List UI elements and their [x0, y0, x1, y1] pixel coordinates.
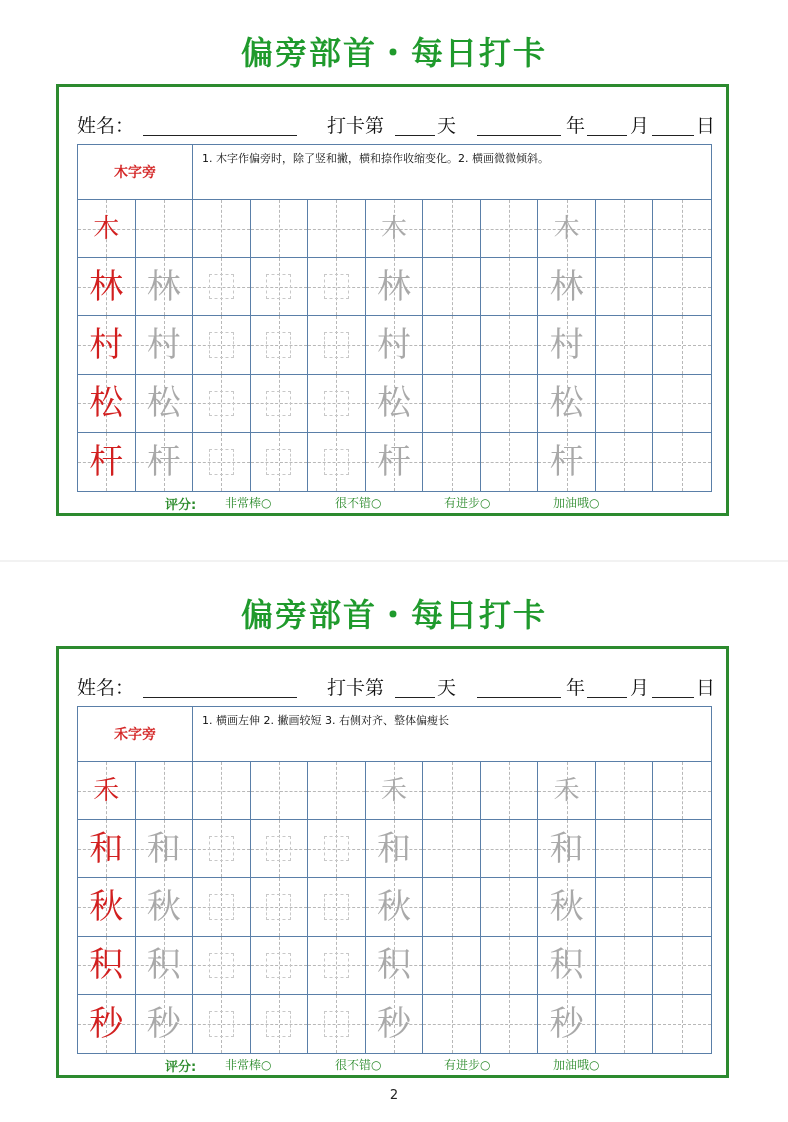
- practice-cell[interactable]: [653, 878, 711, 936]
- practice-cell[interactable]: [78, 316, 136, 374]
- card-frame: [56, 646, 729, 1078]
- practice-cell[interactable]: [193, 375, 251, 433]
- practice-cell[interactable]: [251, 995, 309, 1053]
- practice-cell[interactable]: [136, 762, 194, 820]
- trace-character: 秋: [549, 886, 584, 927]
- practice-cell[interactable]: [481, 200, 539, 258]
- model-character: 秋: [89, 886, 124, 927]
- practice-cell[interactable]: [423, 200, 481, 258]
- date-label: 日: [696, 677, 716, 699]
- practice-cell[interactable]: [366, 937, 424, 995]
- grid-cells: [78, 200, 711, 491]
- practice-cell[interactable]: [538, 375, 596, 433]
- score-option-keep-going[interactable]: 加油哦○: [553, 496, 600, 510]
- practice-cell[interactable]: [136, 375, 194, 433]
- radical-label: 禾字旁: [78, 707, 193, 762]
- practice-cell[interactable]: [596, 820, 654, 878]
- practice-cell[interactable]: [653, 937, 711, 995]
- practice-cell[interactable]: [308, 937, 366, 995]
- card-title: 偏旁部首・每日打卡: [240, 34, 547, 72]
- practice-cell[interactable]: [423, 937, 481, 995]
- day-label: 天: [437, 115, 457, 137]
- practice-cell[interactable]: [308, 200, 366, 258]
- year-blank[interactable]: [477, 697, 561, 698]
- practice-cell[interactable]: [423, 820, 481, 878]
- practice-cell[interactable]: [308, 878, 366, 936]
- practice-cell[interactable]: [366, 433, 424, 491]
- practice-cell[interactable]: [653, 200, 711, 258]
- trace-character: 林: [146, 266, 181, 307]
- trace-character: 林: [376, 266, 411, 307]
- practice-cell[interactable]: [538, 258, 596, 316]
- practice-cell[interactable]: [423, 258, 481, 316]
- practice-cell[interactable]: [308, 995, 366, 1053]
- practice-cell[interactable]: [366, 995, 424, 1053]
- practice-cell[interactable]: [653, 258, 711, 316]
- practice-cell[interactable]: [136, 258, 194, 316]
- practice-cell[interactable]: [78, 200, 136, 258]
- practice-cell[interactable]: [366, 200, 424, 258]
- practice-cell[interactable]: [653, 995, 711, 1053]
- model-character: 禾: [93, 775, 120, 806]
- trace-character: 秋: [146, 886, 181, 927]
- header-row: [77, 111, 717, 139]
- writing-tips: 1. 横画左伸 2. 撇画较短 3. 右侧对齐、整体偏瘦长: [193, 707, 711, 762]
- model-character: 积: [89, 945, 124, 986]
- score-label: 评分:: [165, 498, 197, 513]
- date-label: 日: [696, 115, 716, 137]
- practice-cell[interactable]: [251, 433, 309, 491]
- model-character: 秒: [89, 1003, 124, 1044]
- practice-cell[interactable]: [78, 762, 136, 820]
- practice-cell[interactable]: [78, 820, 136, 878]
- score-option-excellent[interactable]: 非常棒○: [225, 1058, 272, 1072]
- practice-cell[interactable]: [596, 375, 654, 433]
- practice-cell[interactable]: [136, 995, 194, 1053]
- practice-cell[interactable]: [538, 200, 596, 258]
- trace-character: 禾: [553, 775, 580, 806]
- trace-character: 禾: [380, 775, 407, 806]
- practice-cell[interactable]: [251, 878, 309, 936]
- practice-cell[interactable]: [308, 433, 366, 491]
- month-blank[interactable]: [587, 135, 627, 136]
- trace-character: 和: [146, 828, 181, 869]
- trace-character: 村: [146, 324, 181, 365]
- score-row: [59, 1053, 726, 1075]
- practice-cell[interactable]: [78, 375, 136, 433]
- grid-cells: [78, 762, 711, 1053]
- radical-label: 木字旁: [78, 145, 193, 200]
- practice-cell[interactable]: [366, 762, 424, 820]
- practice-cell[interactable]: [596, 762, 654, 820]
- card-frame: [56, 84, 729, 516]
- month-blank[interactable]: [587, 697, 627, 698]
- practice-cell[interactable]: [538, 762, 596, 820]
- trace-character: 和: [549, 828, 584, 869]
- score-option-improved[interactable]: 有进步○: [444, 1058, 491, 1072]
- trace-character: 秒: [549, 1003, 584, 1044]
- practice-cell[interactable]: [136, 820, 194, 878]
- practice-cell[interactable]: [423, 995, 481, 1053]
- trace-character: 秒: [146, 1003, 181, 1044]
- practice-cell[interactable]: [423, 375, 481, 433]
- practice-cell[interactable]: [596, 316, 654, 374]
- practice-cell[interactable]: [193, 200, 251, 258]
- practice-cell[interactable]: [136, 433, 194, 491]
- trace-character: 木: [380, 213, 407, 244]
- checkin-label: 打卡第: [327, 677, 385, 699]
- practice-cell[interactable]: [653, 316, 711, 374]
- practice-cell[interactable]: [366, 258, 424, 316]
- practice-cell[interactable]: [251, 200, 309, 258]
- practice-cell[interactable]: [538, 433, 596, 491]
- trace-character: 松: [376, 383, 411, 424]
- trace-character: 积: [549, 945, 584, 986]
- trace-character: 积: [376, 945, 411, 986]
- practice-cell[interactable]: [481, 375, 539, 433]
- practice-card-2: [0, 562, 788, 1122]
- score-option-good[interactable]: 很不错○: [335, 1058, 382, 1072]
- practice-cell[interactable]: [538, 937, 596, 995]
- practice-cell[interactable]: [596, 200, 654, 258]
- practice-cell[interactable]: [481, 995, 539, 1053]
- practice-cell[interactable]: [481, 433, 539, 491]
- trace-character: 积: [146, 945, 181, 986]
- year-blank[interactable]: [477, 135, 561, 136]
- score-option-excellent[interactable]: 非常棒○: [225, 496, 272, 510]
- model-character: 林: [89, 266, 124, 307]
- practice-cell[interactable]: [366, 316, 424, 374]
- score-label: 评分:: [165, 1060, 197, 1075]
- month-label: 月: [630, 677, 650, 699]
- score-option-improved[interactable]: 有进步○: [444, 496, 491, 510]
- practice-cell[interactable]: [423, 762, 481, 820]
- practice-cell[interactable]: [193, 316, 251, 374]
- practice-cell[interactable]: [653, 762, 711, 820]
- trace-character: 松: [146, 383, 181, 424]
- practice-cell[interactable]: [481, 878, 539, 936]
- year-label: 年: [566, 677, 586, 699]
- practice-cell[interactable]: [596, 995, 654, 1053]
- practice-cell[interactable]: [193, 820, 251, 878]
- practice-cell[interactable]: [653, 433, 711, 491]
- checkin-day-blank[interactable]: [395, 135, 435, 136]
- name-label: 姓名：: [77, 677, 135, 699]
- checkin-day-blank[interactable]: [395, 697, 435, 698]
- trace-character: 秋: [376, 886, 411, 927]
- practice-cell[interactable]: [136, 937, 194, 995]
- practice-card-1: [0, 0, 788, 560]
- trace-character: 村: [376, 324, 411, 365]
- practice-cell[interactable]: [193, 762, 251, 820]
- practice-cell[interactable]: [136, 200, 194, 258]
- trace-character: 和: [376, 828, 411, 869]
- name-blank[interactable]: [143, 697, 297, 698]
- model-character: 和: [89, 828, 124, 869]
- practice-cell[interactable]: [481, 820, 539, 878]
- practice-cell[interactable]: [251, 316, 309, 374]
- practice-cell[interactable]: [193, 433, 251, 491]
- practice-cell[interactable]: [308, 258, 366, 316]
- practice-cell[interactable]: [193, 937, 251, 995]
- name-label: 姓名：: [77, 115, 135, 137]
- date-blank[interactable]: [652, 697, 694, 698]
- trace-character: 松: [549, 383, 584, 424]
- score-option-good[interactable]: 很不错○: [335, 496, 382, 510]
- practice-cell[interactable]: [596, 258, 654, 316]
- practice-cell[interactable]: [136, 316, 194, 374]
- page-number: 2: [389, 1088, 399, 1103]
- score-option-keep-going[interactable]: 加油哦○: [553, 1058, 600, 1072]
- day-label: 天: [437, 677, 457, 699]
- practice-cell[interactable]: [308, 820, 366, 878]
- practice-cell[interactable]: [653, 820, 711, 878]
- practice-cell[interactable]: [596, 878, 654, 936]
- practice-grid: [77, 706, 712, 1054]
- name-blank[interactable]: [143, 135, 297, 136]
- practice-cell[interactable]: [193, 878, 251, 936]
- practice-cell[interactable]: [251, 762, 309, 820]
- practice-cell[interactable]: [251, 937, 309, 995]
- practice-cell[interactable]: [251, 375, 309, 433]
- practice-cell[interactable]: [481, 316, 539, 374]
- practice-cell[interactable]: [596, 937, 654, 995]
- checkin-label: 打卡第: [327, 115, 385, 137]
- practice-cell[interactable]: [78, 433, 136, 491]
- trace-character: 村: [549, 324, 584, 365]
- model-character: 木: [93, 213, 120, 244]
- card-title: 偏旁部首・每日打卡: [240, 596, 547, 634]
- date-blank[interactable]: [652, 135, 694, 136]
- month-label: 月: [630, 115, 650, 137]
- practice-cell[interactable]: [308, 762, 366, 820]
- practice-cell[interactable]: [78, 937, 136, 995]
- practice-grid: [77, 144, 712, 492]
- practice-cell[interactable]: [481, 762, 539, 820]
- practice-cell[interactable]: [193, 258, 251, 316]
- practice-cell[interactable]: [308, 375, 366, 433]
- practice-cell[interactable]: [78, 258, 136, 316]
- practice-cell[interactable]: [653, 375, 711, 433]
- model-character: 村: [89, 324, 124, 365]
- practice-cell[interactable]: [481, 937, 539, 995]
- practice-cell[interactable]: [366, 878, 424, 936]
- model-character: 杆: [89, 441, 124, 482]
- practice-cell[interactable]: [78, 995, 136, 1053]
- model-character: 松: [89, 383, 124, 424]
- trace-character: 杆: [376, 441, 411, 482]
- practice-cell[interactable]: [423, 433, 481, 491]
- practice-cell[interactable]: [366, 820, 424, 878]
- trace-character: 杆: [146, 441, 181, 482]
- practice-cell[interactable]: [596, 433, 654, 491]
- practice-cell[interactable]: [538, 878, 596, 936]
- practice-cell[interactable]: [136, 878, 194, 936]
- year-label: 年: [566, 115, 586, 137]
- practice-cell[interactable]: [481, 258, 539, 316]
- practice-cell[interactable]: [538, 820, 596, 878]
- practice-cell[interactable]: [538, 316, 596, 374]
- score-row: [59, 491, 726, 513]
- practice-cell[interactable]: [423, 878, 481, 936]
- practice-cell[interactable]: [308, 316, 366, 374]
- trace-character: 杆: [549, 441, 584, 482]
- practice-cell[interactable]: [538, 995, 596, 1053]
- practice-cell[interactable]: [423, 316, 481, 374]
- trace-character: 秒: [376, 1003, 411, 1044]
- practice-cell[interactable]: [251, 820, 309, 878]
- trace-character: 林: [549, 266, 584, 307]
- practice-cell[interactable]: [251, 258, 309, 316]
- writing-tips: 1. 木字作偏旁时，除了竖和撇，横和捺作收缩变化。2. 横画微微倾斜。: [193, 145, 711, 200]
- practice-cell[interactable]: [193, 995, 251, 1053]
- practice-cell[interactable]: [366, 375, 424, 433]
- practice-cell[interactable]: [78, 878, 136, 936]
- header-row: [77, 673, 717, 701]
- trace-character: 木: [553, 213, 580, 244]
